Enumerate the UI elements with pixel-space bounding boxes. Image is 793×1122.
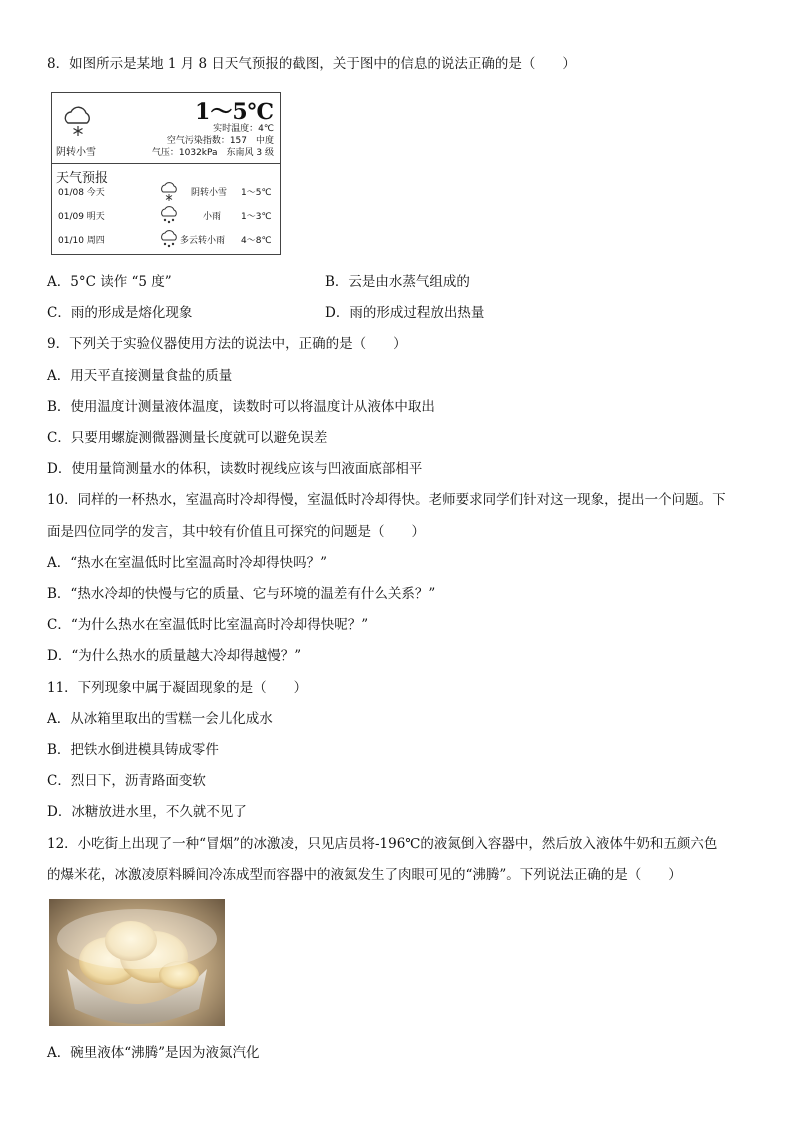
q12-option-a: A．碗里液体“沸腾”是因为液氮汽化 — [47, 1045, 260, 1061]
q10-option-a: A．“热水在室温低时比室温高时冷却得快吗？” — [47, 555, 328, 571]
cloudy-rain-icon — [158, 228, 180, 250]
forecast-title: 天气预报 — [56, 171, 109, 186]
q8-option-b: B．云是由水蒸气组成的 — [325, 274, 470, 290]
forecast-desc: 阴转小雪 — [191, 188, 228, 198]
q12-stem-line1: 12．小吃街上出现了一种“冒烟”的冰激凌，只见店员将-196℃的液氮倒入容器中，然后放入液体牛奶和五颜六色 — [47, 836, 718, 852]
forecast-temp: 1～3℃ — [241, 212, 272, 222]
snow-cloud-icon — [60, 103, 96, 139]
forecast-date: 01/08 今天 — [58, 188, 105, 198]
weather-forecast-figure — [51, 92, 281, 255]
forecast-date: 01/09 明天 — [58, 212, 105, 222]
q9-option-c: C．只要用螺旋测微器测量长度就可以避免误差 — [47, 430, 328, 446]
q12-stem-line2: 的爆米花，冰激凌原料瞬间冷冻成型而容器中的液氮发生了肉眼可见的“沸腾”。下列说法正确的是（ ） — [47, 867, 682, 883]
weather-condition: 阴转小雪 — [56, 147, 96, 158]
q9-option-d: D．使用量筒测量水的体积，读数时视线应该与凹液面底部相平 — [47, 461, 423, 477]
q10-option-b: B．“热水冷却的快慢与它的质量、它与环境的温差有什么关系？” — [47, 586, 436, 602]
q10-option-d: D．“为什么热水的质量越大冷却得越慢？” — [47, 648, 302, 664]
ice-cream-bowl-image — [49, 899, 225, 1026]
q11-option-c: C．烈日下，沥青路面变软 — [47, 773, 206, 789]
q8-option-d: D．雨的形成过程放出热量 — [325, 305, 485, 321]
temperature-range: 1～5℃ — [195, 99, 274, 125]
q11-option-a: A．从冰箱里取出的雪糕一会儿化成水 — [47, 711, 273, 727]
ice-cream-photo — [49, 899, 225, 1026]
q10-stem-line2: 面是四位同学的发言，其中较有价值且可探究的问题是（ ） — [47, 524, 425, 540]
q10-stem-line1: 10．同样的一杯热水，室温高时冷却得慢，室温低时冷却得快。老师要求同学们针对这一现象，提出一个问题。下 — [47, 492, 726, 508]
air-quality-index: 空气污染指数：157 中度 — [166, 136, 274, 146]
forecast-desc: 小雨 — [203, 212, 222, 222]
rain-cloud-icon — [158, 204, 180, 226]
current-temperature: 实时温度：4℃ — [213, 124, 274, 134]
q8-option-c: C．雨的形成是熔化现象 — [47, 305, 193, 321]
weather-current-panel — [52, 93, 280, 164]
q11-stem: 11．下列现象中属于凝固现象的是（ ） — [47, 680, 308, 696]
pressure-wind: 气压：1032kPa 东南风 3 级 — [151, 148, 274, 158]
q8-stem: 8．如图所示是某地 1 月 8 日天气预报的截图，关于图中的信息的说法正确的是（ ） — [47, 56, 576, 72]
q11-option-d: D．冰糖放进水里，不久就不见了 — [47, 804, 247, 820]
q9-option-a: A．用天平直接测量食盐的质量 — [47, 368, 233, 384]
forecast-row — [52, 203, 280, 227]
q9-stem: 9．下列关于实验仪器使用方法的说法中，正确的是（ ） — [47, 336, 407, 352]
snow-cloud-icon — [158, 180, 180, 202]
q11-option-b: B．把铁水倒进模具铸成零件 — [47, 742, 219, 758]
forecast-date: 01/10 周四 — [58, 236, 105, 246]
forecast-temp: 4～8℃ — [241, 236, 272, 246]
q9-option-b: B．使用温度计测量液体温度，读数时可以将温度计从液体中取出 — [47, 399, 435, 415]
forecast-temp: 1～5℃ — [241, 188, 272, 198]
q10-option-c: C．“为什么热水在室温低时比室温高时冷却得快呢？” — [47, 617, 369, 633]
forecast-row — [52, 227, 280, 251]
q8-option-a: A．5°C 读作 “5 度” — [47, 274, 172, 290]
forecast-desc: 多云转小雨 — [180, 236, 226, 246]
forecast-row — [52, 179, 280, 203]
